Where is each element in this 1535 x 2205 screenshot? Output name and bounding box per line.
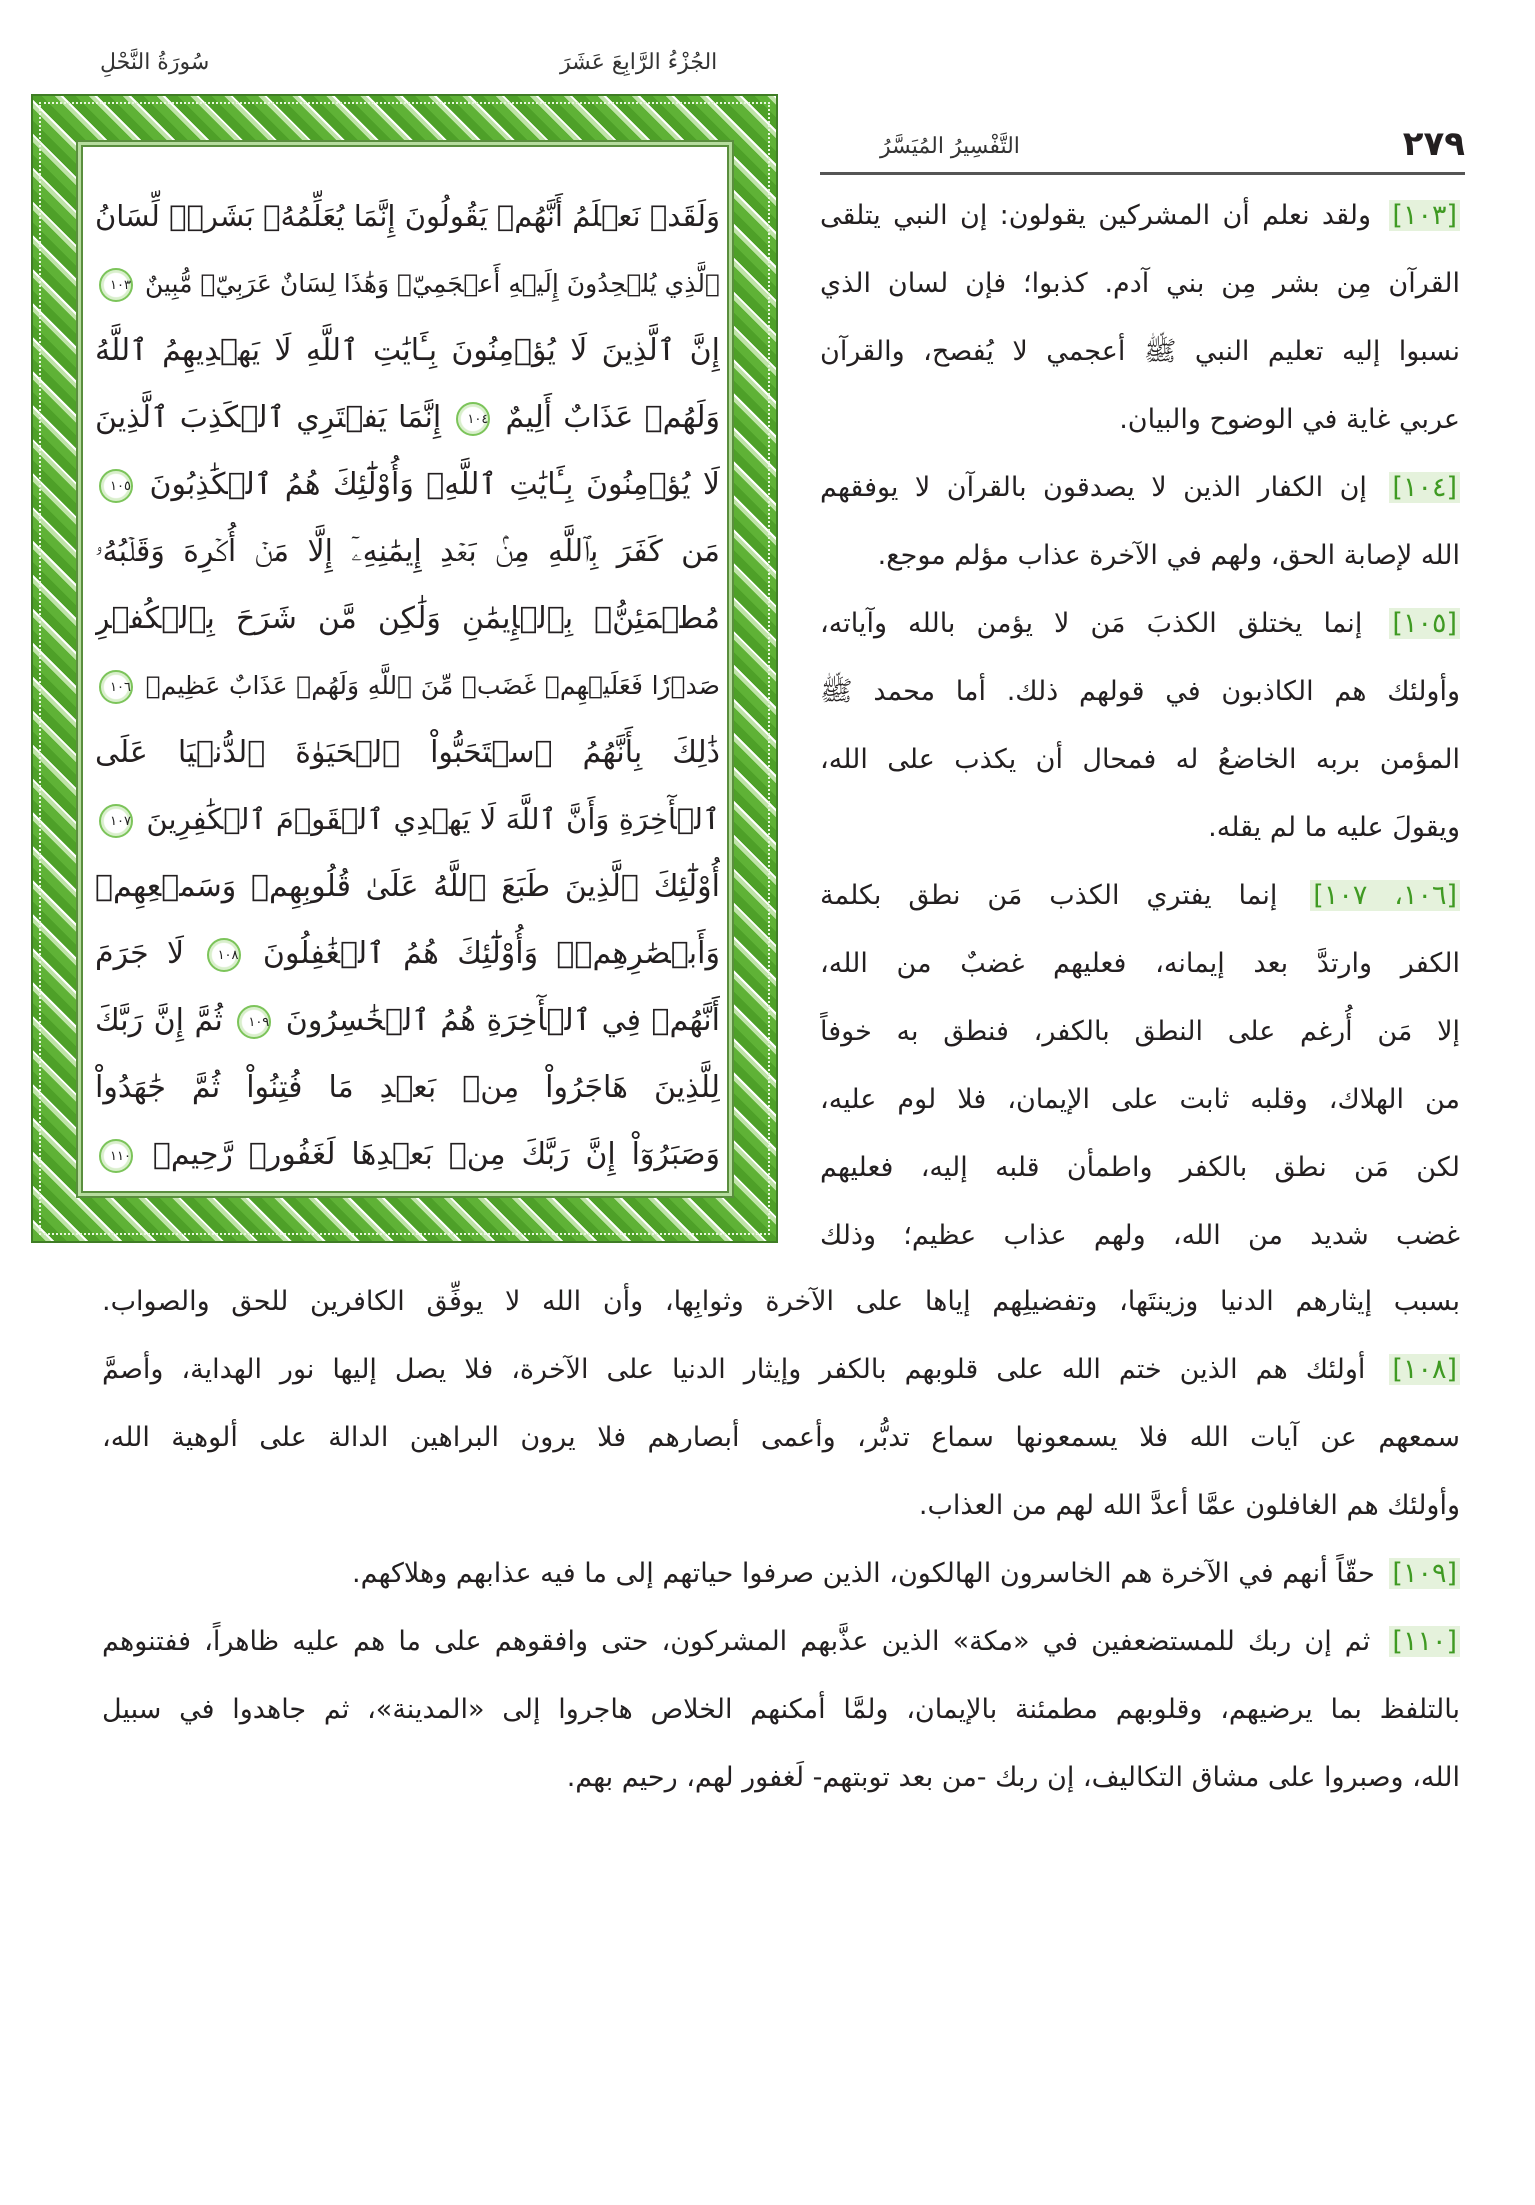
tafsir-text: القرآن مِن بشر مِن بني آدم. كذبوا؛ فإن لسان الذي [820, 268, 1460, 299]
quran-text-segment: مَن كَفَرَ بِٱللَّهِ مِنۢ بَعۡدِ إِيمَٰنِهِۦٓ إِلَّا مَنۡ أُكۡرِهَ وَقَلۡبُهُۥ [95, 534, 720, 569]
quran-text-segment: مُطۡمَئِنُّۢ بِٱلۡإِيمَٰنِ وَلَٰكِن مَّن شَرَحَ بِٱلۡكُفۡرِ [95, 601, 720, 636]
tafsir-line [820, 862, 1460, 930]
tafsir-text: لكن مَن نطق بالكفر واطمأن قلبه إليه، فعليهم [820, 1152, 1460, 1183]
tafsir-line [820, 522, 1460, 590]
quran-line [95, 1054, 720, 1121]
quran-text-segment: وَلَهُمۡ عَذَابٌ أَلِيمٌ [505, 400, 720, 435]
quran-text [95, 183, 720, 1188]
quran-text-segment: أُوْلَٰٓئِكَ ٱلَّذِينَ طَبَعَ ٱللَّهُ عَلَىٰ قُلُوبِهِمۡ وَسَمۡعِهِمۡ [95, 869, 720, 904]
quran-text-segment: إِنَّ ٱلَّذِينَ لَا يُؤۡمِنُونَ بِـَٔايَٰتِ ٱللَّهِ لَا يَهۡدِيهِمُ ٱللَّهُ [95, 333, 720, 368]
tafsir-line [102, 1676, 1460, 1744]
tafsir-text: بالتلفظ بما يرضيهم، وقلوبهم مطمئنة بالإيمان، ولمَّا أمكنهم الخلاص هاجروا إلى «المدينة»، ثم جاهدوا في سبيل [102, 1694, 1460, 1725]
verse-number-marker: ١٠٥ [99, 469, 133, 503]
verse-reference: [١٠٩] [1389, 1558, 1460, 1589]
book-title: التَّفْسِيرُ المُيَسَّرُ [880, 134, 1020, 159]
tafsir-line [102, 1540, 1460, 1608]
quran-line [95, 719, 720, 786]
tafsir-line [102, 1268, 1460, 1336]
tafsir-line [820, 998, 1460, 1066]
tafsir-line [102, 1404, 1460, 1472]
verse-reference: [١١٠] [1389, 1626, 1460, 1657]
quran-line [95, 786, 720, 853]
tafsir-right-column [820, 182, 1460, 1270]
tafsir-text: وأولئك هم الكاذبون في قولهم ذلك. أما محمد ﷺ [820, 676, 1460, 707]
verse-reference: [١٠٥] [1389, 608, 1460, 639]
tafsir-text: أولئك هم الذين ختم الله على قلوبهم بالكفر وإيثار الدنيا على الآخرة، فلا يصل إليها نور الهداية، وأصمَّ [102, 1354, 1366, 1385]
quran-text-segment: صَدۡرٗا فَعَلَيۡهِمۡ غَضَبٞ مِّنَ ٱللَّهِ وَلَهُمۡ عَذَابٌ عَظِيمٞ [145, 671, 720, 700]
quran-text-segment: ٱلَّذِي يُلۡحِدُونَ إِلَيۡهِ أَعۡجَمِيّٞ وَهَٰذَا لِسَانٌ عَرَبِيّٞ مُّبِينٌ [144, 269, 720, 298]
quran-text-segment: ٱلۡأٓخِرَةِ وَأَنَّ ٱللَّهَ لَا يَهۡدِي ٱلۡقَوۡمَ ٱلۡكَٰفِرِينَ [146, 802, 720, 836]
verse-reference: [١٠٣] [1389, 200, 1460, 231]
tafsir-line [820, 250, 1460, 318]
surah-name: سُورَةُ النَّحْلِ [100, 50, 210, 75]
tafsir-line [820, 1134, 1460, 1202]
tafsir-line [820, 386, 1460, 454]
quran-text-segment: وَلَقَدۡ نَعۡلَمُ أَنَّهُمۡ يَقُولُونَ إِنَّمَا يُعَلِّمُهُۥ بَشَرٞۗ لِّسَانُ [95, 199, 720, 233]
tafsir-line [820, 182, 1460, 250]
tafsir-text: إلا مَن أُرغم على النطق بالكفر، فنطق به خوفاً [820, 1016, 1460, 1047]
tafsir-line [820, 930, 1460, 998]
tafsir-line [102, 1336, 1460, 1404]
tafsir-line [102, 1608, 1460, 1676]
tafsir-text: إن الكفار الذين لا يصدقون بالقرآن لا يوفقهم [820, 472, 1367, 503]
quran-text-segment: لَا يُؤۡمِنُونَ بِـَٔايَٰتِ ٱللَّهِۖ وَأُوْلَٰٓئِكَ هُمُ ٱلۡكَٰذِبُونَ [149, 467, 720, 502]
verse-number-marker: ١٠٩ [237, 1005, 271, 1039]
tafsir-line [820, 794, 1460, 862]
quran-line [95, 317, 720, 384]
quran-text-segment: أَنَّهُمۡ فِي ٱلۡأٓخِرَةِ هُمُ ٱلۡخَٰسِرُونَ [285, 1003, 720, 1038]
tafsir-text: عربي غاية في الوضوح والبيان. [1119, 404, 1460, 435]
quran-line [95, 1121, 720, 1188]
quran-text-segment: لَا جَرَمَ [95, 936, 185, 971]
verse-number-marker: ١٠٤ [456, 402, 490, 436]
tafsir-text: حقّاً أنهم في الآخرة هم الخاسرون الهالكون، الذين صرفوا حياتهم إلى ما فيه عذابهم وهلاكهم. [352, 1558, 1375, 1589]
quran-text-segment: ثُمَّ إِنَّ رَبَّكَ [95, 1003, 223, 1038]
quran-text-segment: ذَٰلِكَ بِأَنَّهُمُ ٱسۡتَحَبُّواْ ٱلۡحَيَوٰةَ ٱلدُّنۡيَا عَلَى [95, 735, 720, 770]
quran-line [95, 250, 720, 317]
quran-text-segment: إِنَّمَا يَفۡتَرِي ٱلۡكَذِبَ ٱلَّذِينَ [95, 400, 442, 435]
tafsir-line [820, 1202, 1460, 1270]
quran-line [95, 585, 720, 652]
verse-reference: [١٠٨] [1389, 1354, 1460, 1385]
tafsir-text: من الهلاك، وقلبه ثابت على الإيمان، فلا لوم عليه، [820, 1084, 1460, 1115]
tafsir-text: الكفر وارتدَّ بعد إيمانه، فعليهم غضبٌ من الله، [820, 948, 1460, 979]
tafsir-line [820, 318, 1460, 386]
quran-text-segment: وَصَبَرُوٓاْ إِنَّ رَبَّكَ مِنۢ بَعۡدِهَا لَغَفُورٞ رَّحِيمٞ [152, 1137, 720, 1172]
tafsir-text: غضب شديد من الله، ولهم عذاب عظيم؛ وذلك [820, 1220, 1460, 1251]
verse-number-marker: ١٠٧ [99, 804, 133, 838]
tafsir-text: وأولئك هم الغافلون عمَّا أعدَّ الله لهم من العذاب. [918, 1490, 1460, 1521]
tafsir-text: المؤمن بربه الخاضعُ له فمحال أن يكذب على الله، [820, 744, 1460, 775]
verse-number-marker: ١٠٣ [99, 268, 133, 302]
quran-line [95, 652, 720, 719]
quran-line [95, 451, 720, 518]
tafsir-text: سمعهم عن آيات الله فلا يسمعونها سماع تدبُّر، وأعمى أبصارهم فلا يرون البراهين الدالة على ألوهية الله، [102, 1422, 1460, 1453]
tafsir-line [820, 1066, 1460, 1134]
verse-reference: [١٠٦، ١٠٧] [1310, 880, 1460, 911]
verse-reference: [١٠٤] [1389, 472, 1460, 503]
tafsir-text: الله لإصابة الحق، ولهم في الآخرة عذاب مؤلم موجع. [877, 540, 1460, 571]
verse-number-marker: ١٠٨ [207, 938, 241, 972]
verse-number-marker: ١٠٦ [99, 670, 133, 704]
tafsir-full-width [102, 1268, 1460, 1812]
tafsir-text: بسبب إيثارهم الدنيا وزينتَها، وتفضيلِهم إياها على الآخرة وثوابِها، وأن الله لا يوفِّق الكافرين للحق والصواب. [102, 1286, 1460, 1317]
quran-line [95, 853, 720, 920]
verse-number-marker: ١١٠ [99, 1139, 133, 1173]
tafsir-text: نسبوا إليه تعليم النبي ﷺ أعجمي لا يُفصح، والقرآن [820, 336, 1460, 367]
tafsir-header [820, 120, 1465, 175]
tafsir-line [102, 1472, 1460, 1540]
quran-line [95, 987, 720, 1054]
quran-text-segment: لِلَّذِينَ هَاجَرُواْ مِنۢ بَعۡدِ مَا فُتِنُواْ ثُمَّ جَٰهَدُواْ [95, 1070, 720, 1105]
tafsir-text: ويقولَ عليه ما لم يقله. [1208, 812, 1460, 843]
tafsir-line [820, 590, 1460, 658]
quran-text-segment: وَأَبۡصَٰرِهِمۡۖ وَأُوْلَٰٓئِكَ هُمُ ٱلۡغَٰفِلُونَ [262, 936, 720, 971]
juz-name: الجُزْءُ الرَّابِعَ عَشَرَ [560, 50, 718, 75]
quran-line [95, 183, 720, 250]
tafsir-line [820, 726, 1460, 794]
tafsir-text: الله، وصبروا على مشاق التكاليف، إن ربك -من بعد توبتهم- لَغفور لهم، رحيم بهم. [566, 1762, 1460, 1793]
tafsir-text: إنما يختلق الكذبَ مَن لا يؤمن بالله وآياته، [820, 608, 1363, 639]
page-number: ٢٧٩ [1402, 124, 1465, 164]
tafsir-text: ثم إن ربك للمستضعفين في «مكة» الذين عذَّبهم المشركون، حتى وافقوهم على ما هم عليه ظاهراً، ففتنوهم [102, 1626, 1371, 1657]
tafsir-line [820, 658, 1460, 726]
quran-line [95, 518, 720, 585]
tafsir-line [102, 1744, 1460, 1812]
tafsir-line [820, 454, 1460, 522]
quran-line [95, 920, 720, 987]
tafsir-text: ولقد نعلم أن المشركين يقولون: إن النبي يتلقى [820, 200, 1372, 231]
quran-line [95, 384, 720, 451]
tafsir-text: إنما يفتري الكذب مَن نطق بكلمة [820, 880, 1278, 911]
